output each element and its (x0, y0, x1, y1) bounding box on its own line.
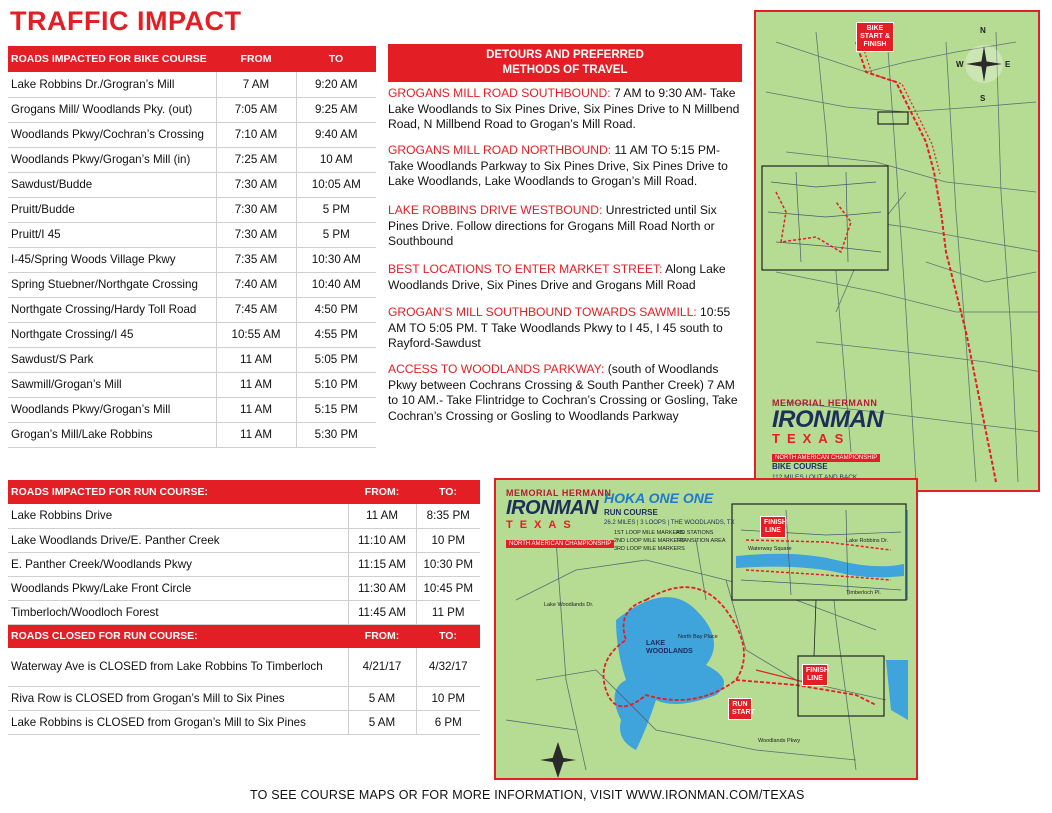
closed-table-header (8, 624, 480, 648)
to-cell: 5:05 PM (296, 347, 376, 372)
finish-line-tag: FINISH LINE (760, 516, 786, 538)
from-cell: 11 AM (216, 397, 296, 422)
table-row (8, 504, 480, 528)
road-cell: Pruitt/Budde (8, 197, 216, 222)
road-cell: Riva Row is CLOSED from Grogan’s Mill to Six Pines (8, 686, 348, 710)
detours-heading-line1: DETOURS AND PREFERRED (486, 49, 644, 61)
brand-nac: NORTH AMERICAN CHAMPIONSHIP (506, 540, 614, 548)
road-cell: Sawdust/Budde (8, 172, 216, 197)
table-row (8, 710, 480, 734)
from-cell: 11:10 AM (348, 528, 416, 552)
brand-texas: TEXAS (506, 519, 578, 531)
to-cell: 9:20 AM (296, 72, 376, 97)
road-cell: Northgate Crossing/Hardy Toll Road (8, 297, 216, 322)
detour-label: GROGANS MILL ROAD NORTHBOUND: (388, 143, 612, 157)
run-course-title: RUN COURSE (604, 508, 658, 517)
table-row (8, 686, 480, 710)
from-cell: 7:25 AM (216, 147, 296, 172)
road-cell: Lake Robbins Dr./Grogran’s Mill (8, 72, 216, 97)
from-cell: 7:05 AM (216, 97, 296, 122)
road-cell: Spring Stuebner/Northgate Crossing (8, 272, 216, 297)
bike-table-header (8, 46, 376, 72)
road-cell: Lake Robbins Drive (8, 504, 348, 528)
from-cell: 7:30 AM (216, 197, 296, 222)
bike-course-table (8, 46, 376, 448)
from-cell: 7 AM (216, 72, 296, 97)
page-title: TRAFFIC IMPACT (10, 6, 242, 36)
road-cell: I-45/Spring Woods Village Pkwy (8, 247, 216, 272)
closed-col-to: TO: (416, 624, 480, 648)
from-cell: 10:55 AM (216, 322, 296, 347)
run-map-brand-logo (506, 488, 614, 550)
to-cell: 4:55 PM (296, 322, 376, 347)
from-cell: 7:30 AM (216, 172, 296, 197)
table-row (8, 247, 376, 272)
brand-ironman: IRONMAN (772, 406, 884, 433)
table-row (8, 422, 376, 447)
bike-start-tag: BIKE START & FINISH (856, 22, 894, 52)
road-cell: Waterway Ave is CLOSED from Lake Robbins To Timberloch (8, 648, 348, 686)
lake-label: LAKE WOODLANDS (646, 640, 693, 655)
to-cell: 4:50 PM (296, 297, 376, 322)
bike-col-from: FROM (216, 46, 296, 72)
road-cell: E. Panther Creek/Woodlands Pkwy (8, 552, 348, 576)
legend-item: 3RD LOOP MILE MARKERS (614, 546, 685, 552)
table-row (8, 97, 376, 122)
hoka-sponsor-logo: HOKA ONE ONE (604, 490, 714, 506)
table-row (8, 648, 480, 686)
table-row (8, 322, 376, 347)
detour-label: ACCESS TO WOODLANDS PARKWAY: (388, 362, 605, 376)
road-cell: Sawdust/S Park (8, 347, 216, 372)
detours-heading-line2: METHODS OF TRAVEL (502, 64, 628, 76)
road-cell: Pruitt/I 45 (8, 222, 216, 247)
detour-text: Along Lake Woodlands Drive, Six Pines Drive and Grogans Mill Road (388, 262, 726, 292)
from-cell: 4/21/17 (348, 648, 416, 686)
table-row (8, 576, 480, 600)
to-cell: 10 PM (416, 528, 480, 552)
detour-item (388, 86, 744, 133)
table-row (8, 397, 376, 422)
detour-label: LAKE ROBBINS DRIVE WESTBOUND: (388, 203, 603, 217)
detour-label: GROGANS MILL ROAD SOUTHBOUND: (388, 86, 611, 100)
compass-w: W (956, 60, 964, 69)
road-label: Lake Woodlands Dr. (544, 602, 594, 608)
from-cell: 5 AM (348, 686, 416, 710)
detour-item (388, 305, 744, 352)
detour-item (388, 143, 744, 190)
brand-ironman: IRONMAN (506, 497, 599, 519)
detour-text: 10:55 AM TO 5:05 PM. T Take Woodlands Pkwy to I 45, I 45 south to Rayford-Sawdust (388, 305, 731, 350)
from-cell: 11 AM (216, 422, 296, 447)
to-cell: 10 AM (296, 147, 376, 172)
to-cell: 8:35 PM (416, 504, 480, 528)
road-cell: Timberloch/Woodloch Forest (8, 600, 348, 624)
from-cell: 11 AM (216, 372, 296, 397)
road-label: Waterway Square (748, 546, 792, 552)
run-col-to: TO: (416, 480, 480, 504)
bike-col-to: TO (296, 46, 376, 72)
detour-label: GROGAN’S MILL SOUTHBOUND TOWARDS SAWMILL: (388, 305, 697, 319)
to-cell: 6 PM (416, 710, 480, 734)
to-cell: 10:30 AM (296, 247, 376, 272)
road-label: Woodlands Pkwy (758, 738, 801, 744)
from-cell: 11 AM (216, 347, 296, 372)
table-row (8, 122, 376, 147)
run-col-from: FROM: (348, 480, 416, 504)
table-row (8, 222, 376, 247)
from-cell: 11 AM (348, 504, 416, 528)
from-cell: 7:10 AM (216, 122, 296, 147)
road-cell: Sawmill/Grogan’s Mill (8, 372, 216, 397)
table-row (8, 347, 376, 372)
run-col-roads: ROADS IMPACTED FOR RUN COURSE: (8, 480, 348, 504)
footer-info: TO SEE COURSE MAPS OR FOR MORE INFORMATION, VISIT WWW.IRONMAN.COM/TEXAS (250, 788, 805, 802)
table-row (8, 600, 480, 624)
run-course-map (494, 478, 918, 780)
to-cell: 10:05 AM (296, 172, 376, 197)
compass-s: S (980, 94, 986, 103)
from-cell: 7:30 AM (216, 222, 296, 247)
run-start-tag: RUN START (728, 698, 752, 720)
road-cell: Lake Robbins is CLOSED from Grogan’s Mill to Six Pines (8, 710, 348, 734)
table-row (8, 297, 376, 322)
road-cell: Woodlands Pkwy/Cochran’s Crossing (8, 122, 216, 147)
from-cell: 7:40 AM (216, 272, 296, 297)
from-cell: 7:45 AM (216, 297, 296, 322)
road-cell: Lake Woodlands Drive/E. Panther Creek (8, 528, 348, 552)
detours-heading (388, 44, 742, 82)
closed-col-from: FROM: (348, 624, 416, 648)
detour-item (388, 362, 744, 424)
from-cell: 11:45 AM (348, 600, 416, 624)
to-cell: 5:10 PM (296, 372, 376, 397)
table-row (8, 172, 376, 197)
run-course-sub: 26.2 MILES | 3 LOOPS | THE WOODLANDS, TX (604, 520, 735, 526)
brand-memorial-hermann: MEMORIAL HERMANN (506, 488, 612, 498)
detour-text: Unrestricted until Six Pines Drive. Follow directions for Grogans Mill Road North or Southbound (388, 203, 717, 248)
run-table-header (8, 480, 480, 504)
to-cell: 10:40 AM (296, 272, 376, 297)
detour-text: (south of Woodlands Pkwy between Cochrans Crossing & South Panther Creek) 7 AM to 10 AM.- Take Flintridge to Cochran’s Crossing or Gosling, Take Cochran’s Crossing or Gosling to Woodlands Parkway (388, 362, 738, 423)
bike-map-brand-logo (772, 398, 883, 464)
table-row (8, 528, 480, 552)
road-cell: Woodlands Pkwy/Lake Front Circle (8, 576, 348, 600)
brand-nac: NORTH AMERICAN CHAMPIONSHIP (772, 454, 880, 462)
run-course-table (8, 480, 480, 735)
to-cell: 10 PM (416, 686, 480, 710)
road-cell: Grogans Mill/ Woodlands Pky. (out) (8, 97, 216, 122)
detour-text: 7 AM to 9:30 AM- Take Lake Woodlands to Six Pines Drive, Six Pines Drive to N Millbend Road, N Millbend Road to Grogan’s Mill Road. (388, 86, 740, 131)
to-cell: 11 PM (416, 600, 480, 624)
table-row (8, 552, 480, 576)
to-cell: 5 PM (296, 222, 376, 247)
from-cell: 11:30 AM (348, 576, 416, 600)
road-cell: Northgate Crossing/I 45 (8, 322, 216, 347)
legend-item: 2ND LOOP MILE MARKERS (614, 538, 685, 544)
from-cell: 7:35 AM (216, 247, 296, 272)
detour-item (388, 262, 744, 293)
table-row (8, 372, 376, 397)
to-cell: 5:30 PM (296, 422, 376, 447)
table-row (8, 147, 376, 172)
brand-texas: TEXAS (772, 431, 851, 446)
road-label: North Bay Place (678, 634, 718, 640)
road-cell: Woodlands Pkwy/Grogan’s Mill (8, 397, 216, 422)
bike-course-map (754, 10, 1040, 492)
road-cell: Woodlands Pkwy/Grogan’s Mill (in) (8, 147, 216, 172)
to-cell: 10:30 PM (416, 552, 480, 576)
bike-col-roads: ROADS IMPACTED FOR BIKE COURSE (8, 46, 216, 72)
road-label: Lake Robbins Dr. (846, 538, 889, 544)
compass-e: E (1005, 60, 1011, 69)
closed-col-roads: ROADS CLOSED FOR RUN COURSE: (8, 624, 348, 648)
to-cell: 4/32/17 (416, 648, 480, 686)
from-cell: 11:15 AM (348, 552, 416, 576)
detour-item (388, 203, 744, 250)
finish-line-tag-main: FINISH LINE (802, 664, 828, 686)
table-row (8, 197, 376, 222)
to-cell: 5:15 PM (296, 397, 376, 422)
to-cell: 5 PM (296, 197, 376, 222)
from-cell: 5 AM (348, 710, 416, 734)
to-cell: 9:40 AM (296, 122, 376, 147)
road-label: Timberloch Pl. (846, 590, 881, 596)
compass-n: N (980, 26, 986, 35)
table-row (8, 72, 376, 97)
legend-item: 1ST LOOP MILE MARKERS (614, 530, 684, 536)
legend-item: TRANSITION AREA (676, 538, 726, 544)
brand-memorial-hermann: MEMORIAL HERMANN (772, 398, 878, 408)
detour-text: 11 AM TO 5:15 PM- Take Woodlands Parkway to Six Pines Drive, Six Pines Drive to Lake Woodlands, Lake Woodlands to Grogan’s Mill Road. (388, 143, 728, 188)
to-cell: 9:25 AM (296, 97, 376, 122)
road-cell: Grogan’s Mill/Lake Robbins (8, 422, 216, 447)
to-cell: 10:45 PM (416, 576, 480, 600)
table-row (8, 272, 376, 297)
detour-label: BEST LOCATIONS TO ENTER MARKET STREET: (388, 262, 663, 276)
legend-item: AID STATIONS (676, 530, 714, 536)
bike-course-title: BIKE COURSE (772, 462, 828, 471)
